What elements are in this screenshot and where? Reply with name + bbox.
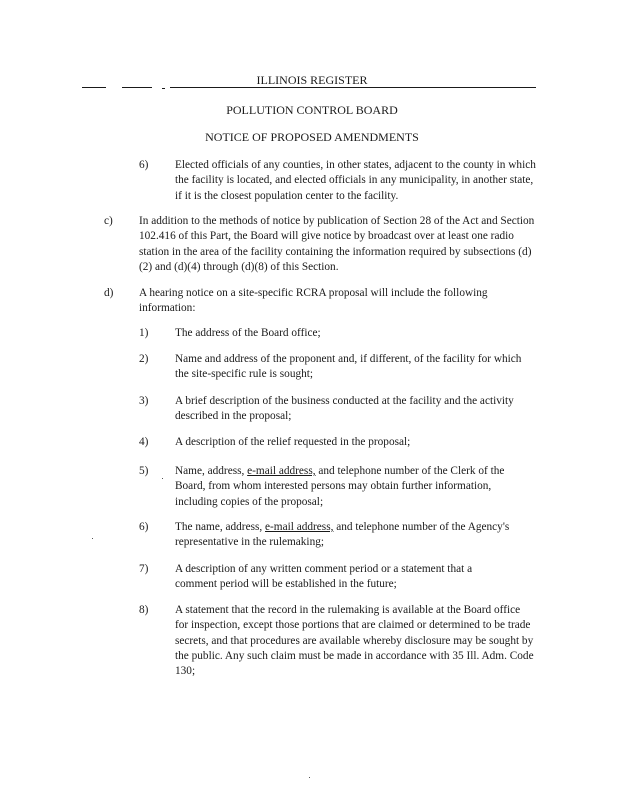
- item-d7-label: 7): [139, 563, 149, 575]
- item-d3-label: 3): [139, 395, 149, 407]
- item-d7-text: A description of any written comment period or a statement that a comment period will be established in the future;: [175, 563, 473, 591]
- item-d5-text-after: and telephone number of the Clerk of the Board, from whom interested persons may obtain further information, including copies of the proposal;: [175, 465, 505, 508]
- header-rule-dash: [162, 88, 165, 89]
- item-d6-text-after: and telephone number of the Agency's representative in the rulemaking;: [175, 521, 510, 549]
- item-d6-email-underlined: e-mail address,: [265, 521, 334, 533]
- header-rule-segment-2: [122, 87, 152, 88]
- item-d8-text: A statement that the record in the rulemaking is available at the Board office for inspection, except those portions that are claimed or determined to be trade secrets, and that procedures are available whereby disclosure may be sought by the public. Any such claim must be made in accordance with 35 Ill. Adm. Code 130;: [175, 604, 534, 678]
- section-d-label: d): [104, 287, 114, 299]
- section-c-label: c): [104, 215, 113, 227]
- item-d5-email-underlined: e-mail address,: [247, 465, 316, 477]
- scan-speck: [309, 777, 310, 778]
- register-title: [0, 73, 618, 87]
- item-6-top-label: 6): [139, 159, 149, 171]
- item-d8-label: 8): [139, 604, 149, 616]
- item-d1-label: 1): [139, 327, 149, 339]
- board-title: [0, 103, 618, 117]
- item-d5-text-before: Name, address,: [175, 465, 248, 477]
- scan-speck: [92, 538, 93, 539]
- scan-speck: [162, 478, 163, 479]
- item-d2-text: Name and address of the proponent and, if different, of the facility for which the site-specific rule is sought;: [175, 353, 522, 381]
- item-d6-text: [175, 520, 545, 551]
- item-d5-label: 5): [139, 465, 149, 477]
- item-d6-label: 6): [139, 521, 149, 533]
- item-6-top-text: Elected officials of any counties, in other states, adjacent to the county in which the facility is located, and elected officials in any municipality, in another state, if it is the closest population center to the facility.: [175, 159, 536, 202]
- notice-title: [0, 130, 618, 144]
- board-title-text: POLLUTION CONTROL BOARD: [226, 103, 398, 117]
- item-d2-label: 2): [139, 353, 149, 365]
- header-rule-segment-1: [82, 87, 106, 88]
- item-d3-text: A brief description of the business conducted at the facility and the activity described in the proposal;: [175, 395, 514, 423]
- section-d-text: A hearing notice on a site-specific RCRA proposal will include the following information:: [139, 287, 488, 315]
- item-d1-text: The address of the Board office;: [175, 327, 321, 339]
- item-d4-text: A description of the relief requested in the proposal;: [175, 436, 411, 448]
- header-rule-main: [170, 87, 536, 88]
- item-d5-text: [175, 464, 535, 510]
- section-c-text: In addition to the methods of notice by publication of Section 28 of the Act and Section 102.416 of this Part, the Board will give notice by broadcast over at least one radio station in the area of the facility containing the information required by subsections (d)(2) and (d)(4) through (d)(8) of this Section.: [139, 215, 535, 273]
- item-d6-text-before: The name, address,: [175, 521, 266, 533]
- register-title-text: ILLINOIS REGISTER: [256, 73, 368, 87]
- item-d4-label: 4): [139, 436, 149, 448]
- notice-title-text: NOTICE OF PROPOSED AMENDMENTS: [205, 130, 419, 144]
